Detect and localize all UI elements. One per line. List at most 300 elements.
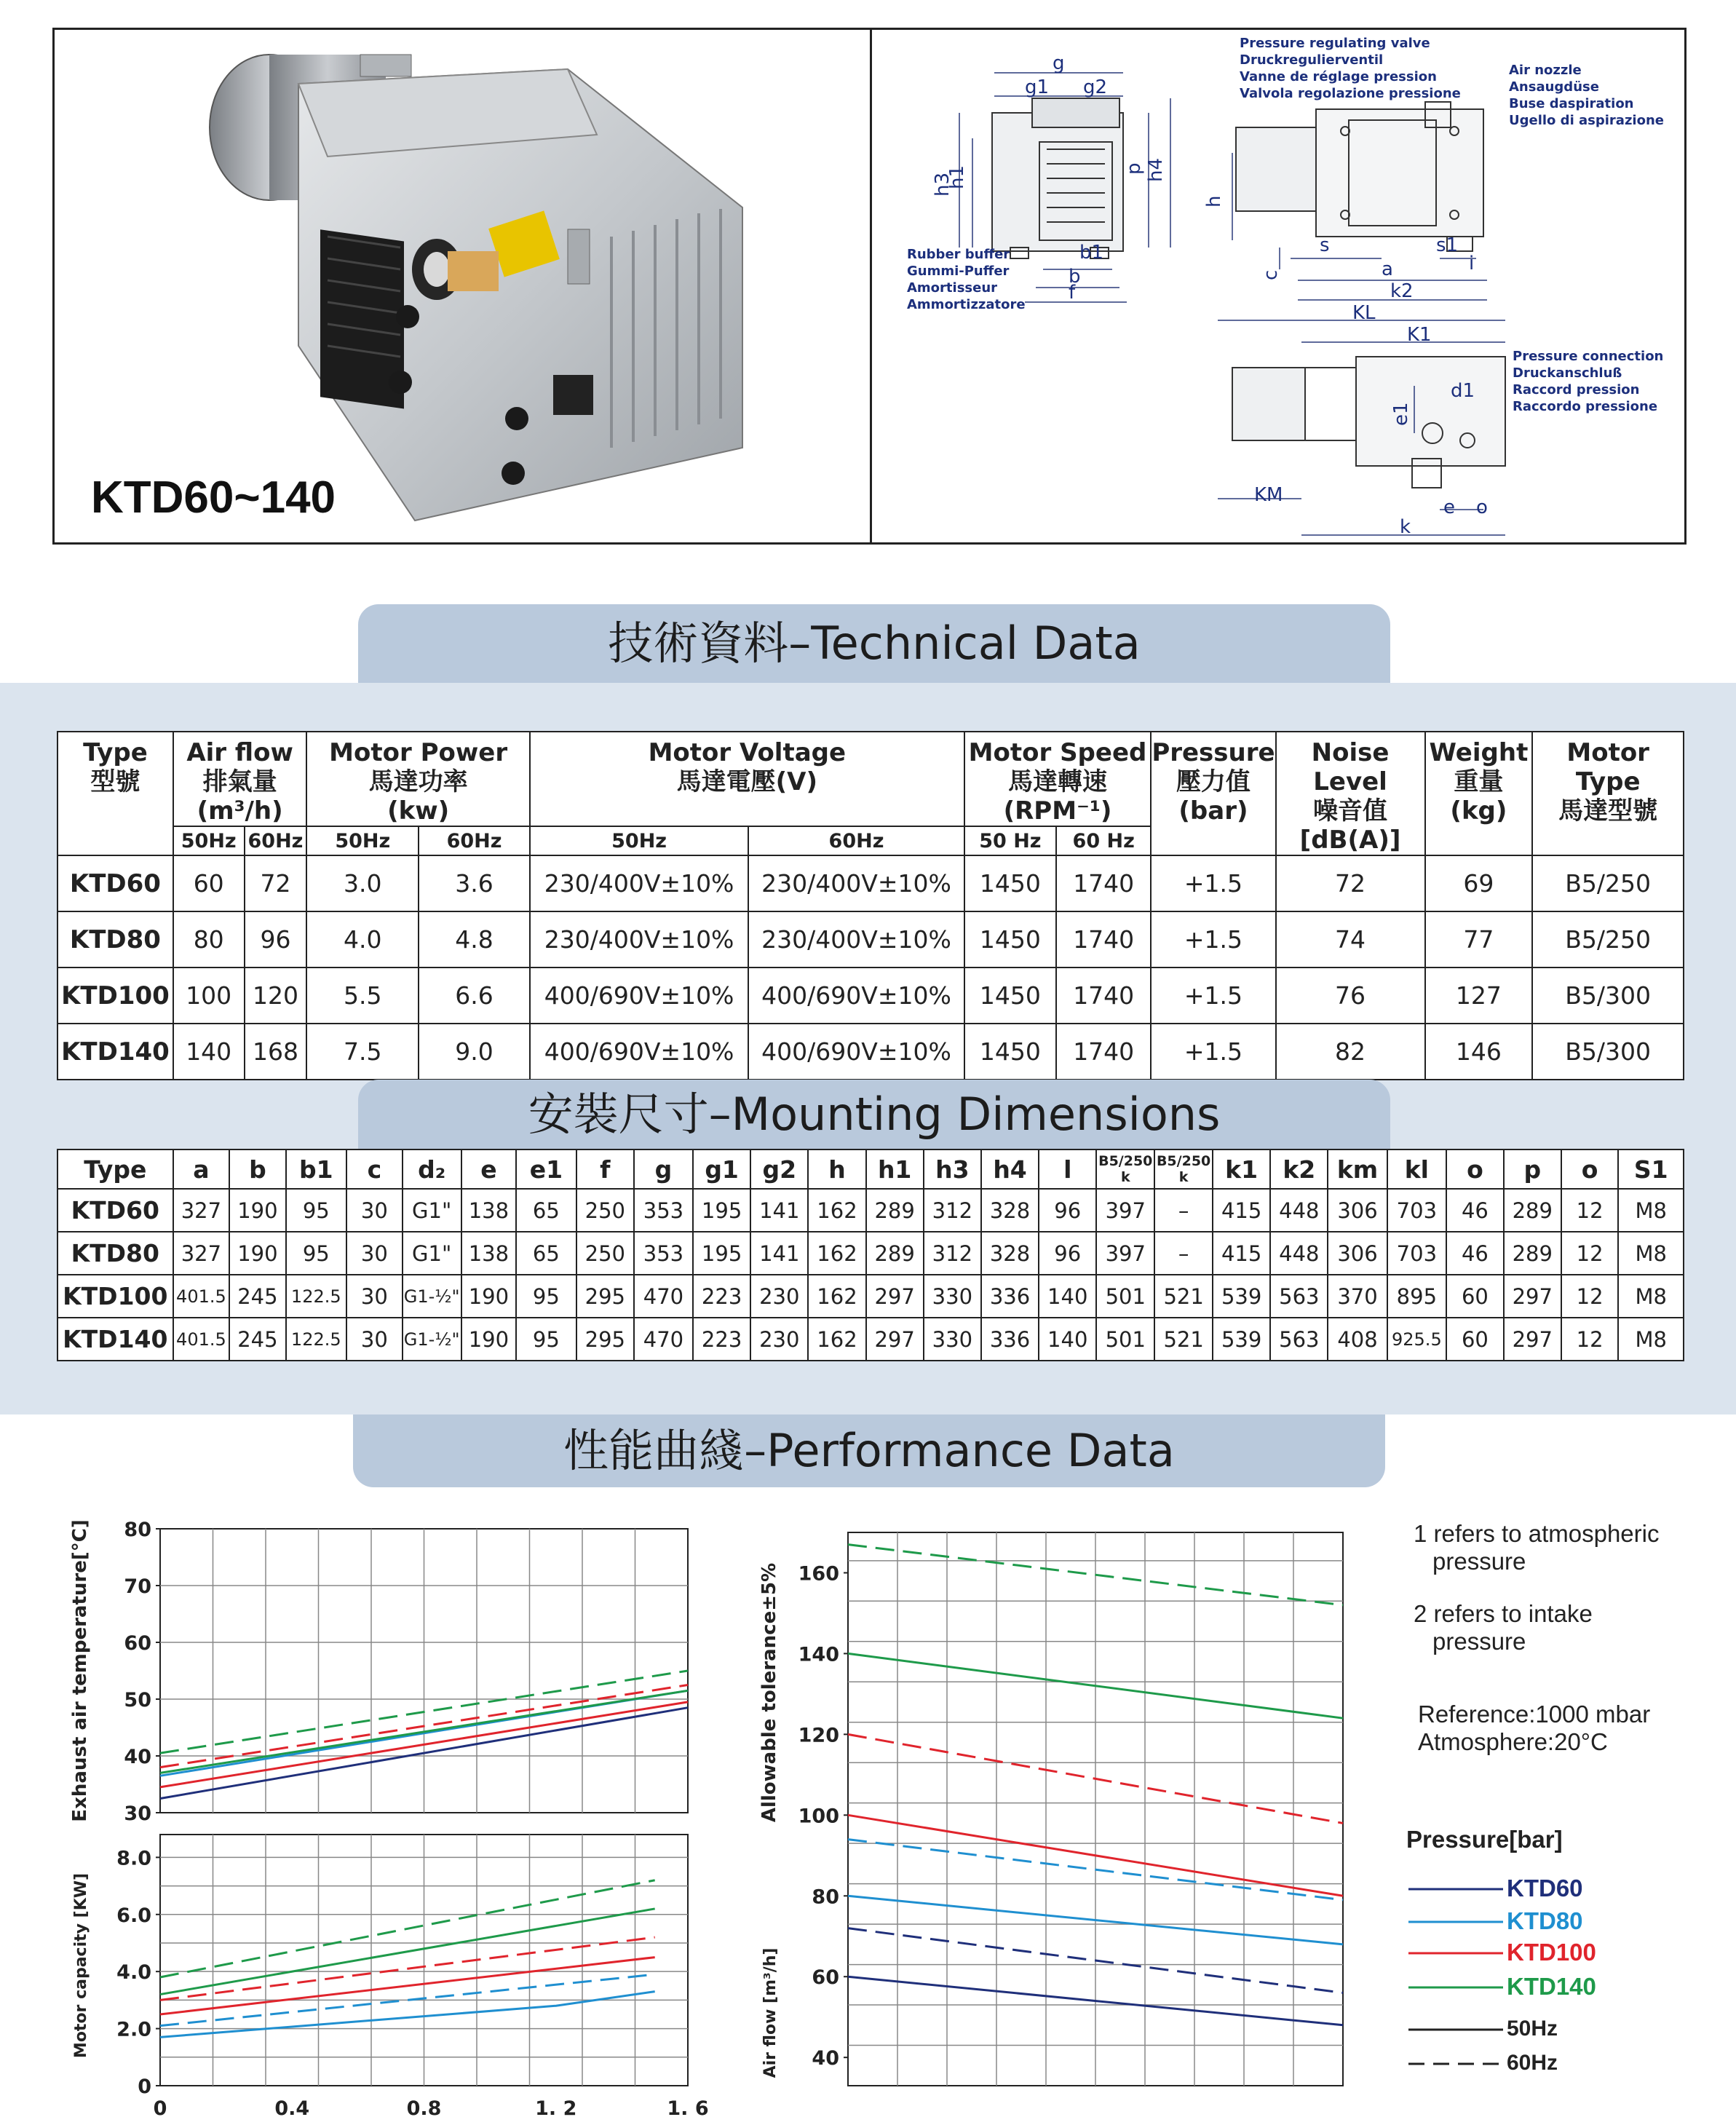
dim-cell: 330 [924,1318,981,1361]
dim-cell: 306 [1328,1232,1387,1275]
dim-cell: 230 [750,1318,808,1361]
svg-text:e: e [1443,496,1455,518]
dim-cell: 95 [286,1189,347,1232]
svg-text:Ansaugdüse: Ansaugdüse [1509,79,1599,95]
dim-cell: 501 [1096,1275,1154,1318]
cell-motor: B5/250 [1532,911,1684,968]
y-tick-label: 2.0 [116,2018,151,2041]
dim-header: p [1504,1149,1561,1189]
dim-cell: 289 [866,1232,924,1275]
svg-text:Vanne de réglage pression: Vanne de réglage pression [1240,69,1437,84]
cell-pressure: +1.5 [1151,855,1275,911]
dim-cell: 415 [1213,1189,1270,1232]
dim-label: h4 [1145,157,1167,182]
dim-cell: – [1154,1232,1213,1275]
table-row [58,855,1684,911]
dim-cell: 312 [924,1232,981,1275]
dim-cell: 12 [1561,1318,1619,1361]
dim-cell: 138 [461,1232,516,1275]
dim-header: B5/250 k [1096,1149,1154,1189]
dim-cell: 470 [634,1318,693,1361]
dim-cell: 30 [346,1318,403,1361]
dim-header: Type [58,1149,173,1189]
dim-cell: – [1154,1189,1213,1232]
dim-cell: 65 [516,1232,576,1275]
dim-cell: 297 [1504,1318,1561,1361]
y-axis-label-bottom: Air flow [m³/h] [761,1947,780,2078]
dim-cell: 353 [634,1232,693,1275]
cell-pressure: +1.5 [1151,968,1275,1024]
dim-cell: 245 [229,1275,285,1318]
dim-cell: 289 [866,1189,924,1232]
pressure-connection-label: Pressure connection [1513,349,1664,364]
svg-text:Amortisseur: Amortisseur [907,280,998,296]
dim-cell: 60 [1446,1318,1504,1361]
dim-cell: 162 [808,1232,865,1275]
dim-label: g2 [1083,76,1108,98]
x-tick-label: 0.4 [274,2097,310,2117]
y-tick-label: 4.0 [116,1961,151,1985]
header-motor-type: Motor Type 馬達型號 [1532,732,1684,855]
svg-text:Raccordo pressione: Raccordo pressione [1513,399,1658,414]
dim-cell: 96 [1039,1189,1096,1232]
dim-cell: 245 [229,1318,285,1361]
dim-cell: 95 [516,1275,576,1318]
x-tick-label: 0.8 [406,2097,442,2117]
cell-motor: B5/250 [1532,855,1684,911]
dim-cell: 415 [1213,1232,1270,1275]
sub-header: 50Hz [173,826,245,855]
dim-label: f [1069,282,1076,304]
cell-ms60: 1740 [1056,968,1151,1024]
svg-text:Druckanschluß: Druckanschluß [1513,365,1622,381]
cell-motor: B5/300 [1532,968,1684,1024]
dim-cell: G1-½" [403,1275,461,1318]
cell-type: KTD60 [58,855,173,911]
cell-af60: 120 [245,968,307,1024]
y-tick-label: 50 [124,1689,151,1712]
legend-ktd140: KTD140 [1507,1973,1596,2000]
dim-cell: 96 [1039,1232,1096,1275]
dim-cell: 12 [1561,1232,1619,1275]
y-axis-label: Exhaust air temperature[°C] [69,1519,91,1822]
table-row [58,1275,1684,1318]
y-axis-label-top: Allowable tolerance±5% [758,1562,780,1823]
dim-cell: 190 [461,1275,516,1318]
dim-cell: 328 [981,1232,1039,1275]
dim-header: o [1446,1149,1504,1189]
note-1: 1 refers to atmospheric [1414,1520,1660,1547]
dim-cell: 703 [1387,1189,1447,1232]
cell-mp60: 3.6 [419,855,530,911]
y-tick-label: 160 [798,1562,839,1586]
dim-header: S1 [1618,1149,1684,1189]
dim-cell: M8 [1618,1275,1684,1318]
dim-cell: KTD80 [58,1232,173,1275]
dim-cell: G1-½" [403,1318,461,1361]
dim-cell: G1" [403,1232,461,1275]
mounting-dimensions-table [57,1149,1684,1361]
table-row [58,1232,1684,1275]
table-row [58,968,1684,1024]
dim-cell: 190 [229,1189,285,1232]
dim-cell: 703 [1387,1232,1447,1275]
dim-cell: 140 [1039,1318,1096,1361]
y-tick-label: 60 [812,1966,839,1990]
y-tick-label: 40 [812,2047,839,2070]
svg-text:o: o [1476,496,1488,518]
pump-photo [189,40,786,521]
cell-af50: 60 [173,855,245,911]
sub-header: 50Hz [306,826,419,855]
y-tick-label: 40 [124,1746,151,1768]
dim-header: g2 [750,1149,808,1189]
reference-note: Reference:1000 mbar [1418,1701,1651,1728]
sub-header: 60 Hz [1056,826,1151,855]
header-motor-speed: Motor Speed 馬達轉速 (RPM⁻¹) [964,732,1152,826]
dim-label: h3 [932,172,954,197]
legend-ktd100: KTD100 [1507,1939,1596,1966]
dim-cell: M8 [1618,1318,1684,1361]
y-tick-label: 6.0 [116,1904,151,1927]
dim-header: B5/250 k [1154,1149,1213,1189]
cell-weight: 77 [1425,911,1533,968]
sub-header: 50Hz [530,826,748,855]
dim-header: b1 [286,1149,347,1189]
dim-cell: M8 [1618,1189,1684,1232]
dim-cell: 895 [1387,1275,1447,1318]
dim-header: e1 [516,1149,576,1189]
svg-text:Ugello di aspirazione: Ugello di aspirazione [1509,113,1664,128]
dim-cell: 501 [1096,1318,1154,1361]
cell-ms60: 1740 [1056,1024,1151,1080]
cell-ms50: 1450 [964,968,1056,1024]
dim-cell: 306 [1328,1189,1387,1232]
cell-ms60: 1740 [1056,911,1151,968]
dim-cell: 295 [576,1318,634,1361]
header-air-flow: Air flow 排氣量 (m³/h) [173,732,307,826]
cell-type: KTD100 [58,968,173,1024]
header-pressure: Pressure 壓力值 (bar) [1151,732,1275,855]
dim-cell: 250 [576,1189,634,1232]
motor-capacity-chart [58,1820,709,2117]
cell-type: KTD140 [58,1024,173,1080]
atmosphere-note: Atmosphere:20°C [1418,1728,1608,1755]
dim-cell: 12 [1561,1275,1619,1318]
dim-header: g [634,1149,693,1189]
y-tick-label: 8.0 [116,1847,151,1870]
pressure-valve-label: Pressure regulating valve [1240,36,1430,51]
legend-ktd60: KTD60 [1507,1875,1583,1902]
dim-label: g1 [1025,76,1050,98]
table-row [58,1189,1684,1232]
dim-header: h4 [981,1149,1039,1189]
cell-mp60: 4.8 [419,911,530,968]
cell-af50: 100 [173,968,245,1024]
dim-header: l [1039,1149,1096,1189]
svg-text:KL: KL [1352,302,1376,324]
cell-pressure: +1.5 [1151,1024,1275,1080]
dim-cell: 46 [1446,1232,1504,1275]
cell-mv60: 230/400V±10% [748,911,964,968]
dim-cell: KTD60 [58,1189,173,1232]
dim-cell: 30 [346,1189,403,1232]
section-title-mounting: 安裝尺寸–Mounting Dimensions [358,1080,1390,1149]
svg-text:Raccord pression: Raccord pression [1513,382,1640,397]
svg-text:Buse daspiration: Buse daspiration [1509,96,1634,111]
note-2: 2 refers to intake [1414,1600,1593,1627]
dim-cell: 397 [1096,1232,1154,1275]
dim-header: kl [1387,1149,1447,1189]
cell-mp50: 3.0 [306,855,419,911]
dim-header: d₂ [403,1149,461,1189]
cell-noise: 74 [1276,911,1425,968]
cell-af60: 72 [245,855,307,911]
dim-cell: 539 [1213,1275,1270,1318]
dim-cell: 521 [1154,1275,1213,1318]
dim-header: e [461,1149,516,1189]
sub-header: 60Hz [748,826,964,855]
cell-mp60: 6.6 [419,968,530,1024]
header-weight: Weight 重量 (kg) [1425,732,1533,855]
dim-header: f [576,1149,634,1189]
dim-cell: 327 [173,1189,230,1232]
dim-cell: 190 [461,1318,516,1361]
cell-ms50: 1450 [964,1024,1056,1080]
dim-cell: 95 [516,1318,576,1361]
y-axis-label: Motor capacity [KW] [72,1872,90,2059]
y-tick-label: 60 [124,1632,151,1655]
dim-cell: 60 [1446,1275,1504,1318]
x-tick-label: 0 [153,2097,167,2117]
cell-weight: 127 [1425,968,1533,1024]
dim-header: k2 [1270,1149,1328,1189]
dim-cell: 563 [1270,1275,1328,1318]
x-tick-label: 1. 6 [667,2097,709,2117]
cell-ms50: 1450 [964,911,1056,968]
dim-cell: 563 [1270,1318,1328,1361]
cell-mv60: 400/690V±10% [748,1024,964,1080]
dim-cell: 12 [1561,1189,1619,1232]
dim-header: a [173,1149,230,1189]
svg-text:a: a [1382,258,1393,280]
cell-ms50: 1450 [964,855,1056,911]
y-tick-label: 80 [124,1519,151,1541]
cell-mv50: 400/690V±10% [530,1024,748,1080]
dim-cell: KTD140 [58,1318,173,1361]
dim-cell: 122.5 [286,1275,347,1318]
svg-text:Gummi-Puffer: Gummi-Puffer [907,264,1010,279]
cell-mp60: 9.0 [419,1024,530,1080]
dim-cell: 297 [866,1275,924,1318]
svg-text:h: h [1203,195,1225,207]
note-1b: pressure [1432,1548,1526,1575]
dim-cell: 336 [981,1275,1039,1318]
dim-label: b [1069,266,1081,288]
dim-cell: 470 [634,1275,693,1318]
cell-type: KTD80 [58,911,173,968]
dim-cell: 140 [1039,1275,1096,1318]
dim-cell: 336 [981,1318,1039,1361]
air-flow-chart [753,1518,1358,2100]
dim-cell: 448 [1270,1189,1328,1232]
dim-cell: 401.5 [173,1275,230,1318]
sub-header: 50 Hz [964,826,1056,855]
cell-motor: B5/300 [1532,1024,1684,1080]
cell-noise: 82 [1276,1024,1425,1080]
dim-label: p [1123,162,1145,175]
section-title-performance: 性能曲綫–Performance Data [353,1414,1385,1487]
svg-text:c: c [1260,269,1282,280]
y-tick-label: 70 [124,1575,151,1598]
cell-mv60: 230/400V±10% [748,855,964,911]
cell-af50: 80 [173,911,245,968]
svg-text:Ammortizzatore: Ammortizzatore [907,297,1026,312]
y-tick-label: 120 [798,1724,839,1747]
dim-header: k1 [1213,1149,1270,1189]
dim-header: km [1328,1149,1387,1189]
legend-50hz: 50Hz [1507,2017,1558,2041]
dim-cell: 223 [693,1318,750,1361]
exhaust-temperature-chart [58,1514,641,1825]
dim-label: h1 [946,165,968,189]
dim-cell: 327 [173,1232,230,1275]
dim-cell: 30 [346,1275,403,1318]
cell-af60: 96 [245,911,307,968]
dim-cell: 122.5 [286,1318,347,1361]
dim-cell: 230 [750,1275,808,1318]
dim-cell: 95 [286,1232,347,1275]
dim-header: o [1561,1149,1619,1189]
dim-cell: 353 [634,1189,693,1232]
dim-cell: 46 [1446,1189,1504,1232]
dim-cell: 330 [924,1275,981,1318]
dim-cell: 195 [693,1189,750,1232]
dim-cell: 162 [808,1318,865,1361]
cell-mp50: 7.5 [306,1024,419,1080]
cell-mp50: 5.5 [306,968,419,1024]
dim-label: g [1053,52,1065,74]
technical-data-table [57,731,1684,1080]
header-noise: Noise Level 噪音值[dB(A)] [1276,732,1425,855]
sub-header: 60Hz [419,826,530,855]
svg-text:i: i [1469,253,1475,274]
dimension-drawing [872,29,1684,543]
dim-cell: KTD100 [58,1275,173,1318]
cell-pressure: +1.5 [1151,911,1275,968]
air-nozzle-label: Air nozzle [1509,63,1582,78]
legend-ktd80: KTD80 [1507,1907,1583,1934]
cell-noise: 72 [1276,855,1425,911]
y-tick-label: 80 [812,1885,839,1909]
dim-header: b [229,1149,285,1189]
dim-cell: 448 [1270,1232,1328,1275]
svg-text:k2: k2 [1390,280,1414,302]
dim-cell: 195 [693,1232,750,1275]
dim-cell: 289 [1504,1232,1561,1275]
model-title: KTD60~140 [91,472,336,523]
dim-cell: 521 [1154,1318,1213,1361]
dim-cell: 190 [229,1232,285,1275]
note-2b: pressure [1432,1628,1526,1655]
cell-mv50: 400/690V±10% [530,968,748,1024]
svg-text:K1: K1 [1407,324,1432,346]
dim-cell: 401.5 [173,1318,230,1361]
table-row [58,1024,1684,1080]
svg-text:d1: d1 [1451,380,1475,402]
header-motor-power: Motor Power 馬達功率 (kw) [306,732,530,826]
header-type: Type 型號 [58,732,173,855]
dim-cell: 370 [1328,1275,1387,1318]
svg-text:s: s [1320,234,1330,256]
cell-af50: 140 [173,1024,245,1080]
svg-text:Druckregulierventil: Druckregulierventil [1240,52,1384,68]
dim-cell: 397 [1096,1189,1154,1232]
dim-cell: 30 [346,1232,403,1275]
dim-cell: 250 [576,1232,634,1275]
dim-cell: 162 [808,1275,865,1318]
svg-text:KM: KM [1254,484,1283,506]
rubber-buffer-label: Rubber buffer [907,247,1010,262]
y-tick-label: 0 [138,2076,151,2098]
sub-header: 60Hz [245,826,307,855]
cell-weight: 146 [1425,1024,1533,1080]
svg-text:s1: s1 [1436,234,1459,256]
legend-title: Pressure[bar] [1406,1826,1563,1853]
cell-noise: 76 [1276,968,1425,1024]
cell-mp50: 4.0 [306,911,419,968]
y-tick-label: 140 [798,1643,839,1666]
dim-cell: 141 [750,1232,808,1275]
cell-mv50: 230/400V±10% [530,911,748,968]
y-tick-label: 100 [798,1805,839,1828]
dim-cell: 223 [693,1275,750,1318]
dim-cell: 925.5 [1387,1318,1447,1361]
table-row [58,911,1684,968]
section-title-technical: 技術資料–Technical Data [358,604,1390,683]
svg-text:Valvola regolazione pressione: Valvola regolazione pressione [1240,86,1461,101]
cell-mv60: 400/690V±10% [748,968,964,1024]
cell-af60: 168 [245,1024,307,1080]
table-row [58,1318,1684,1361]
y-tick-label: 30 [124,1803,151,1825]
x-tick-label: 1. 2 [535,2097,577,2117]
dim-cell: 328 [981,1189,1039,1232]
dim-header: h1 [866,1149,924,1189]
dim-header: c [346,1149,403,1189]
dim-cell: 138 [461,1189,516,1232]
dim-header: g1 [693,1149,750,1189]
dim-cell: 312 [924,1189,981,1232]
dim-header: h [808,1149,865,1189]
dim-cell: 297 [866,1318,924,1361]
dim-cell: M8 [1618,1232,1684,1275]
svg-text:e1: e1 [1390,402,1412,426]
cell-mv50: 230/400V±10% [530,855,748,911]
cell-weight: 69 [1425,855,1533,911]
dim-cell: 289 [1504,1189,1561,1232]
dim-cell: 295 [576,1275,634,1318]
header-motor-voltage: Motor Voltage 馬達電壓(V) [530,732,964,826]
dim-cell: 297 [1504,1275,1561,1318]
dim-cell: 65 [516,1189,576,1232]
dim-cell: 141 [750,1189,808,1232]
dim-cell: 162 [808,1189,865,1232]
dim-cell: 408 [1328,1318,1387,1361]
cell-ms60: 1740 [1056,855,1151,911]
dim-cell: G1" [403,1189,461,1232]
dim-cell: 539 [1213,1318,1270,1361]
